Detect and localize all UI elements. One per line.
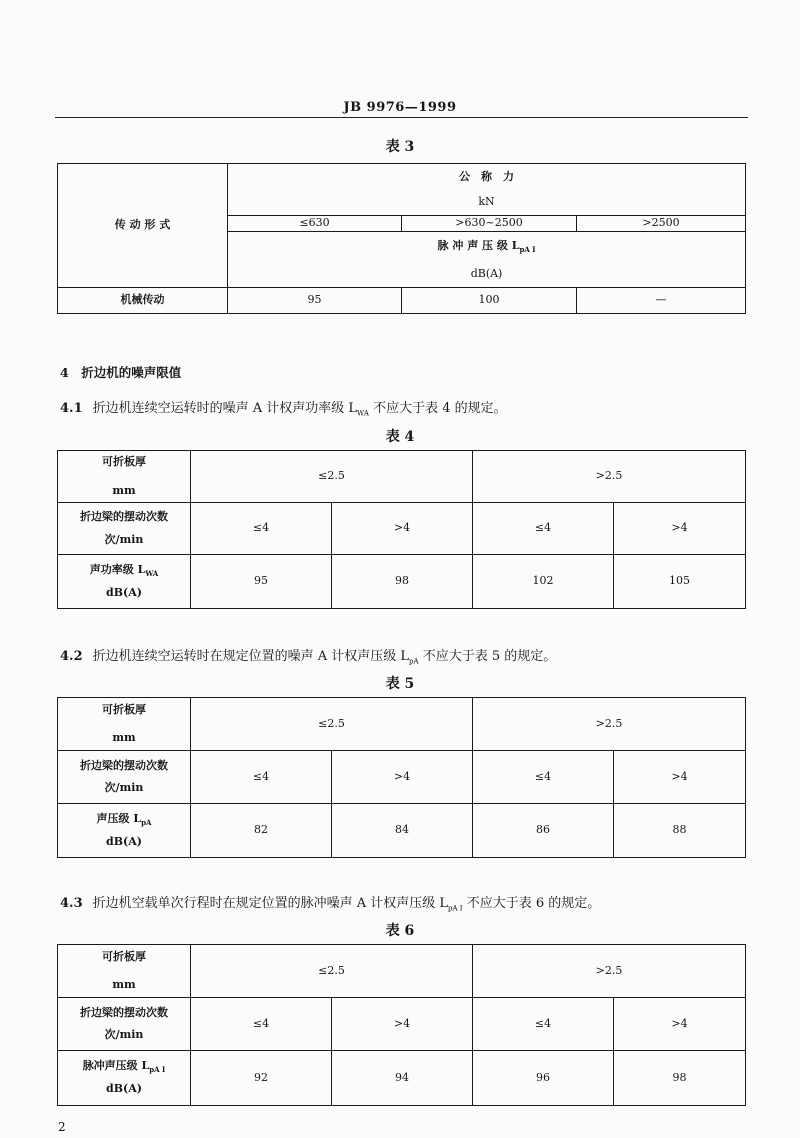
table6-level-label: 脉冲声压级 L <box>82 1059 150 1073</box>
header-rule <box>55 117 748 118</box>
table4-swing-label: 折边梁的摆动次数 <box>80 510 168 524</box>
table6-thickness-range-1: ≤2.5 <box>191 945 473 998</box>
table6-level-header <box>58 1051 191 1106</box>
table4-thickness-range-1: ≤2.5 <box>191 451 473 503</box>
table5-swing-2: >4 <box>332 751 473 804</box>
table5-swing-3: ≤4 <box>473 751 614 804</box>
table4-value-1: 95 <box>191 555 332 609</box>
table6-value-1: 92 <box>191 1051 332 1106</box>
table3-level-unit: dB(A) <box>228 262 746 288</box>
table3-level-sub: pA I <box>519 245 536 255</box>
table5-caption: 表 5 <box>385 676 415 692</box>
table5-thickness-header <box>58 698 191 751</box>
table4-caption: 表 4 <box>385 429 415 445</box>
table3-value-2: 100 <box>402 288 577 314</box>
table6-level-unit: dB(A) <box>106 1082 142 1096</box>
table6-swing-1: ≤4 <box>191 998 332 1051</box>
table3-range-1: ≤630 <box>228 216 402 232</box>
clause-4-2-text: 折边机连续空运转时在规定位置的噪声 A 计权声压级 L <box>92 649 410 664</box>
table3-value-1: 95 <box>228 288 402 314</box>
standard-code: JB 9976—1999 <box>343 100 457 115</box>
table5-swing-4: >4 <box>614 751 746 804</box>
table6-value-3: 96 <box>473 1051 614 1106</box>
table5-level-header <box>58 804 191 858</box>
clause-4-1 <box>60 397 507 418</box>
clause-4-3 <box>60 892 600 913</box>
clause-4-3-number: 4.3 <box>60 896 83 911</box>
table6 <box>57 944 746 1106</box>
clause-4-2-sub: pA <box>409 657 419 666</box>
table6-swing-label: 折边梁的摆动次数 <box>80 1005 168 1019</box>
table4-value-2: 98 <box>332 555 473 609</box>
table4-level-header <box>58 555 191 609</box>
clause-4-2 <box>60 645 556 666</box>
table3-drive-type-header: 传 动 形 式 <box>58 164 228 288</box>
table4 <box>57 450 746 609</box>
table3-level-label <box>228 232 746 262</box>
table3 <box>57 163 746 314</box>
table3-caption: 表 3 <box>385 139 415 155</box>
table4-level-label-line <box>58 563 190 578</box>
table5-thickness-unit: mm <box>112 731 136 744</box>
table6-level-sub: pA I <box>149 1065 166 1075</box>
table4-thickness-label: 可折板厚 <box>102 455 146 469</box>
table3-level-text: 脉 冲 声 压 级 L <box>437 239 520 253</box>
clause-4-2-number: 4.2 <box>60 649 83 664</box>
table3-range-3: >2500 <box>577 216 746 232</box>
table6-level-label-line <box>58 1059 190 1074</box>
table5-value-2: 84 <box>332 804 473 858</box>
table4-level-label: 声功率级 L <box>89 562 146 576</box>
table4-thickness-unit: mm <box>112 483 136 497</box>
table5-value-4: 88 <box>614 804 746 858</box>
clause-4-1-tail: 不应大于表 4 的规定。 <box>368 401 507 416</box>
table6-swing-3: ≤4 <box>473 998 614 1051</box>
table5-level-label: 声压级 L <box>96 811 142 825</box>
page-number: 2 <box>58 1120 66 1134</box>
table6-value-4: 98 <box>614 1051 746 1106</box>
table5-thickness-range-2: >2.5 <box>473 698 746 751</box>
clause-4-1-number: 4.1 <box>60 401 83 416</box>
table4-level-unit: dB(A) <box>106 585 142 599</box>
table6-swing-unit: 次/min <box>104 1028 144 1041</box>
table4-thickness-header <box>58 451 191 503</box>
table5-value-3: 86 <box>473 804 614 858</box>
table4-level-sub: WA <box>145 568 159 578</box>
table6-swing-2: >4 <box>332 998 473 1051</box>
table5-thickness-label: 可折板厚 <box>102 702 146 716</box>
table4-thickness-range-2: >2.5 <box>473 451 746 503</box>
table4-swing-unit: 次/min <box>104 532 144 546</box>
table6-value-2: 94 <box>332 1051 473 1106</box>
table5-thickness-range-1: ≤2.5 <box>191 698 473 751</box>
table6-thickness-header <box>58 945 191 998</box>
table4-value-4: 105 <box>614 555 746 609</box>
table3-row-label: 机械传动 <box>58 288 228 314</box>
clause-4-1-text: 折边机连续空运转时的噪声 A 计权声功率级 L <box>92 401 358 416</box>
table5-swing-label: 折边梁的摆动次数 <box>80 758 168 772</box>
table3-range-2: >630~2500 <box>402 216 577 232</box>
table3-force-unit: kN <box>228 190 746 216</box>
table4-swing-1: ≤4 <box>191 503 332 555</box>
table5-value-1: 82 <box>191 804 332 858</box>
table3-force-label: 公 称 力 <box>228 164 746 190</box>
table5-swing-header <box>58 751 191 804</box>
table4-value-3: 102 <box>473 555 614 609</box>
table5-level-label-line <box>58 812 190 827</box>
table5-level-sub: pA <box>141 817 152 827</box>
table5-swing-1: ≤4 <box>191 751 332 804</box>
clause-4-3-tail: 不应大于表 6 的规定。 <box>462 896 601 911</box>
table6-swing-4: >4 <box>614 998 746 1051</box>
table6-thickness-label: 可折板厚 <box>102 949 146 963</box>
table3-value-3: — <box>577 288 746 314</box>
table6-thickness-unit: mm <box>112 978 136 991</box>
table4-swing-2: >4 <box>332 503 473 555</box>
table4-swing-3: ≤4 <box>473 503 614 555</box>
table4-swing-4: >4 <box>614 503 746 555</box>
clause-4-2-tail: 不应大于表 5 的规定。 <box>418 649 557 664</box>
table6-caption: 表 6 <box>385 923 415 939</box>
section-heading: 4 折边机的噪声限值 <box>60 365 182 380</box>
clause-4-3-sub: pA I <box>448 904 463 913</box>
table6-thickness-range-2: >2.5 <box>473 945 746 998</box>
table5-level-unit: dB(A) <box>106 834 142 848</box>
table4-swing-header <box>58 503 191 555</box>
clause-4-1-sub: WA <box>357 409 369 418</box>
clause-4-3-text: 折边机空载单次行程时在规定位置的脉冲噪声 A 计权声压级 L <box>92 896 449 911</box>
table5-swing-unit: 次/min <box>104 781 144 794</box>
table6-swing-header <box>58 998 191 1051</box>
table5 <box>57 697 746 858</box>
